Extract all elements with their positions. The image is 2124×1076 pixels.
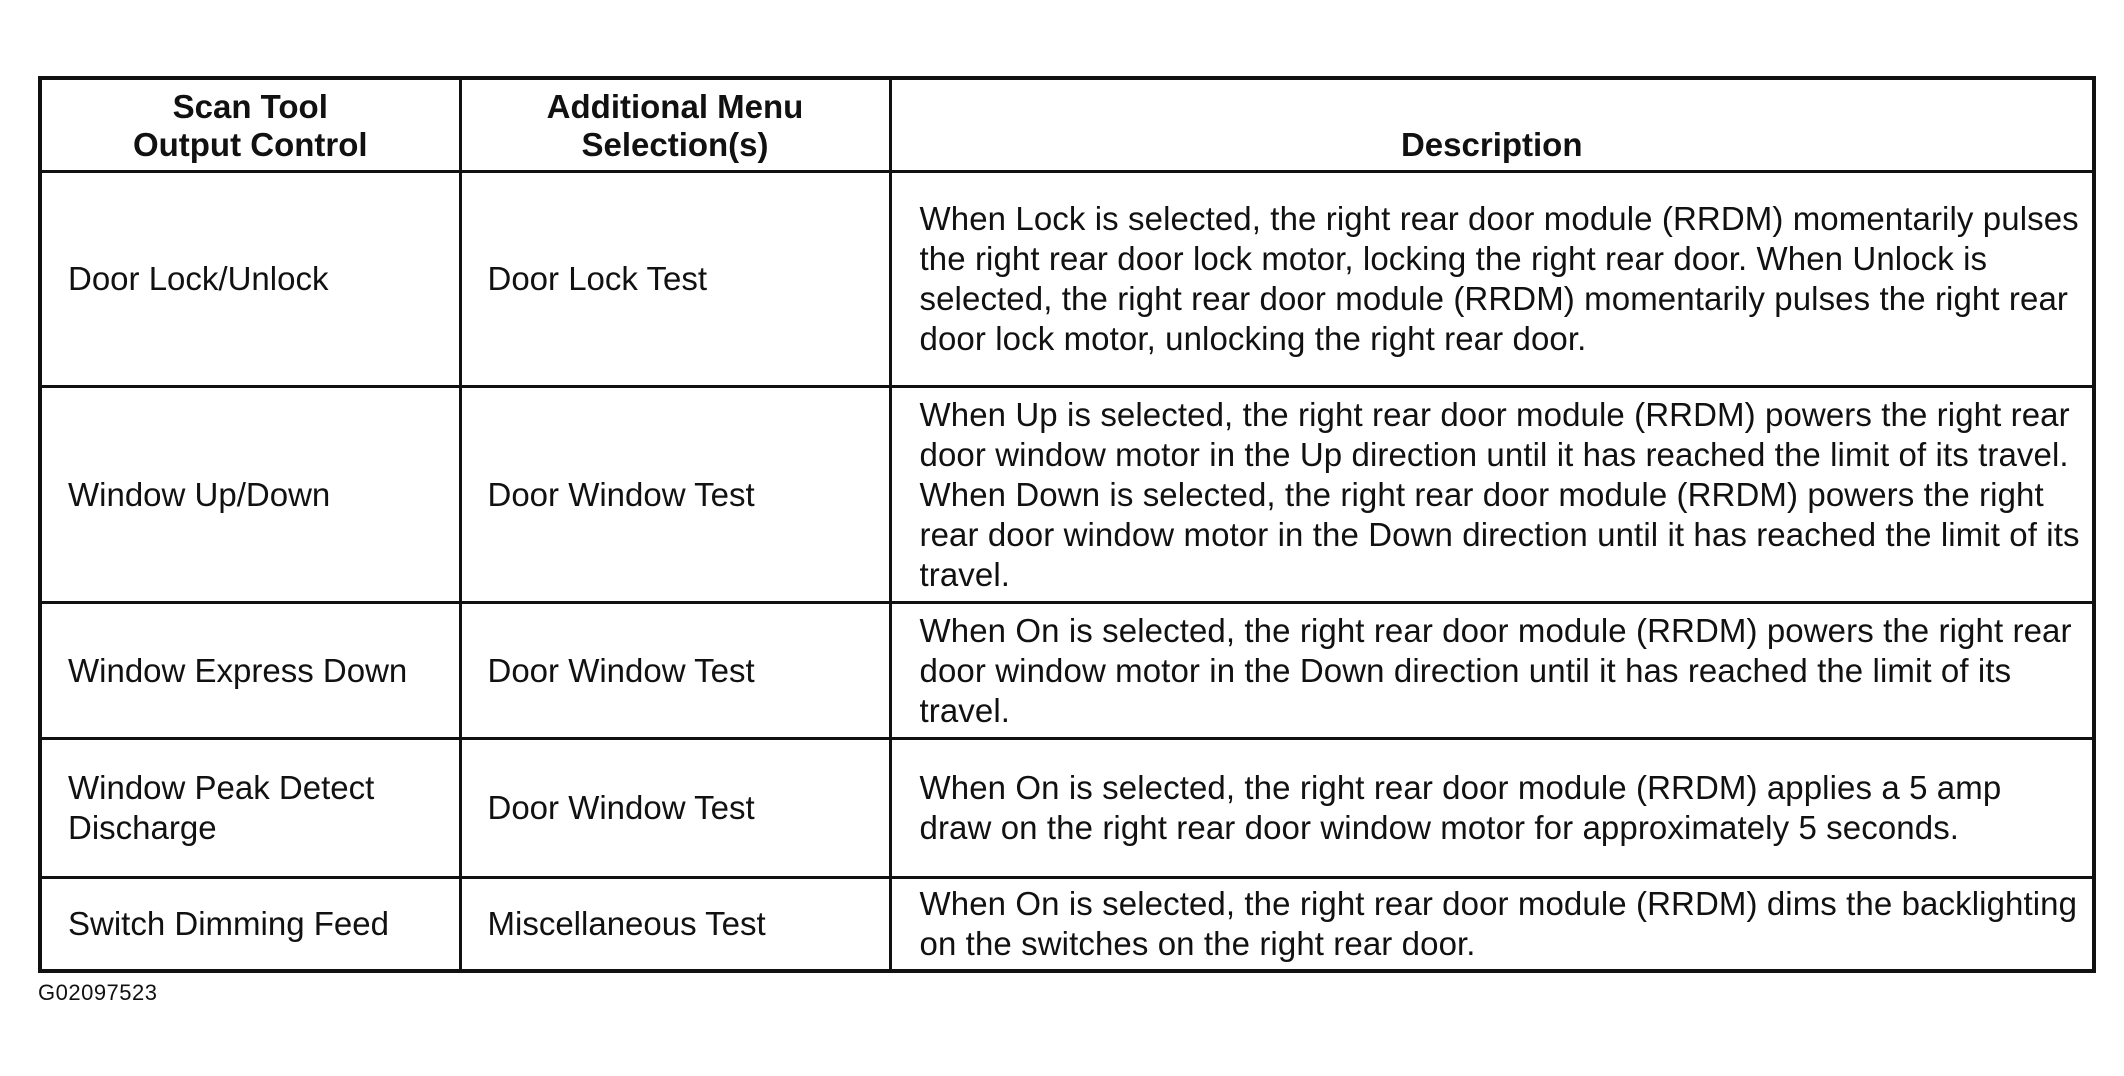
cell-output-control: Switch Dimming Feed <box>40 878 460 972</box>
cell-output-control: Window Peak Detect Discharge <box>40 739 460 878</box>
cell-description: When Lock is selected, the right rear door module (RRDM) momentarily pulses the right rear door lock motor, locking the right rear door. When Unlock is selected, the right rear door module (RRDM) momentarily pulses the right rear door lock motor, unlocking the right rear door. <box>890 172 2094 387</box>
header-col1-line2: Output Control <box>132 126 368 163</box>
header-description: Description <box>890 78 2094 172</box>
cell-output-control: Window Up/Down <box>40 387 460 603</box>
cell-menu-selection: Door Window Test <box>460 603 890 739</box>
output-control-table <box>38 76 2096 973</box>
table-row <box>40 603 2094 739</box>
cell-description: When On is selected, the right rear door module (RRDM) powers the right rear door window motor in the Down direction until it has reached the limit of its travel. <box>890 603 2094 739</box>
table-row <box>40 387 2094 603</box>
header-scan-tool-output-control <box>40 78 460 172</box>
cell-description: When On is selected, the right rear door module (RRDM) applies a 5 amp draw on the right rear door window motor for approximately 5 seconds. <box>890 739 2094 878</box>
header-col2-line1: Additional Menu <box>546 88 804 125</box>
cell-description: When On is selected, the right rear door module (RRDM) dims the backlighting on the switches on the right rear door. <box>890 878 2094 972</box>
header-col2-line2: Selection(s) <box>581 126 769 163</box>
cell-menu-selection: Door Lock Test <box>460 172 890 387</box>
cell-output-control: Door Lock/Unlock <box>40 172 460 387</box>
cell-menu-selection: Door Window Test <box>460 387 890 603</box>
header-row <box>40 78 2094 172</box>
table-row <box>40 739 2094 878</box>
cell-output-control: Window Express Down <box>40 603 460 739</box>
figure-id: G02097523 <box>38 980 158 1005</box>
cell-menu-selection: Door Window Test <box>460 739 890 878</box>
header-col1-line1: Scan Tool <box>172 88 328 125</box>
header-additional-menu-selections <box>460 78 890 172</box>
table-row <box>40 878 2094 972</box>
cell-menu-selection: Miscellaneous Test <box>460 878 890 972</box>
table-row <box>40 172 2094 387</box>
cell-description: When Up is selected, the right rear door module (RRDM) powers the right rear door window motor in the Up direction until it has reached the limit of its travel. When Down is selected, the right rear door module (RRDM) powers the right rear door window motor in the Down direction until it has reached the limit of its travel. <box>890 387 2094 603</box>
